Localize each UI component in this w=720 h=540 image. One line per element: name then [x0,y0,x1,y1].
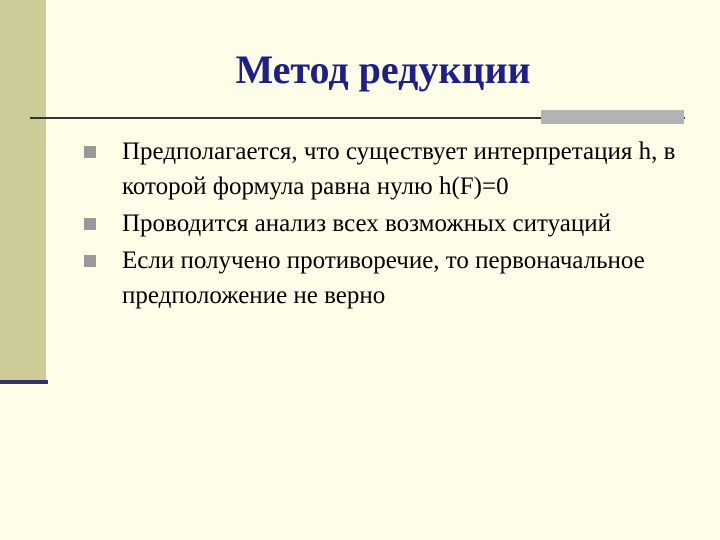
bullet-text: Если получено противоречие, то первоначальное предположение не верно [122,247,645,309]
left-decorative-bar [0,0,46,382]
square-bullet-icon [84,146,96,158]
left-bar-underline [0,380,48,384]
bullet-item [78,206,698,241]
square-bullet-icon [84,255,96,267]
title-divider-block [541,110,684,124]
bullet-item [78,134,698,204]
bullet-item [78,243,698,313]
slide-title: Метод редукции [235,47,531,92]
square-bullet-icon [84,218,96,230]
bullet-list [78,134,698,315]
bullet-text: Предполагается, что существует интерпретация h, в которой формула равна нулю h(F)=0 [122,138,676,200]
bullet-text: Проводится анализ всех возможных ситуаций [122,210,612,237]
